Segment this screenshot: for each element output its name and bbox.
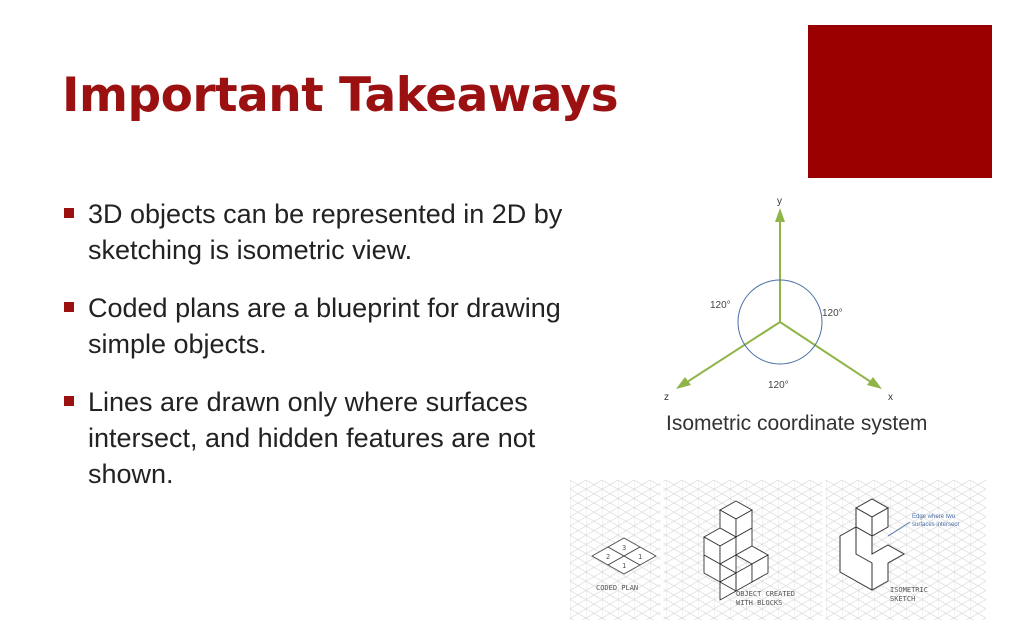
x-axis-line xyxy=(780,322,874,384)
bullet-marker-icon xyxy=(64,208,74,218)
bullet-text: Coded plans are a blueprint for drawing simple objects. xyxy=(88,293,561,359)
bullet-text: Lines are drawn only where surfaces intersect, and hidden features are not shown. xyxy=(88,387,536,489)
sketch-label-line2: SKETCH xyxy=(890,595,916,603)
coded-value: 1 xyxy=(622,562,627,570)
bullet-item xyxy=(62,290,592,362)
bullet-list xyxy=(62,196,592,514)
y-axis-label: y xyxy=(777,196,782,207)
bullet-item xyxy=(62,384,592,492)
z-axis-line xyxy=(684,322,780,384)
y-axis-arrow-icon xyxy=(775,208,785,222)
coded-plan-figure xyxy=(570,480,986,620)
edge-note-line2: surfaces intersect xyxy=(912,522,960,528)
isometric-caption: Isometric coordinate system xyxy=(666,412,928,435)
accent-block xyxy=(808,25,992,178)
isometric-axes-diagram xyxy=(650,192,910,410)
bullet-marker-icon xyxy=(64,396,74,406)
object-label-line2: WITH BLOCKS xyxy=(736,599,783,607)
x-axis-arrow-icon xyxy=(867,377,882,389)
bullet-item xyxy=(62,196,592,268)
angle-label-bottom: 120° xyxy=(768,380,789,391)
x-axis-label: x xyxy=(888,392,893,403)
angle-label-right: 120° xyxy=(822,308,843,319)
object-label-line1: OBJECT CREATED xyxy=(736,590,796,598)
z-axis-label: z xyxy=(664,392,669,403)
coded-plan-label: CODED PLAN xyxy=(596,584,639,592)
bullet-text: 3D objects can be represented in 2D by sketching is isometric view. xyxy=(88,199,563,265)
slide-title: Important Takeaways xyxy=(62,68,619,123)
coded-value: 1 xyxy=(638,553,643,561)
edge-note-line1: Edge where two xyxy=(912,514,956,520)
bullet-marker-icon xyxy=(64,302,74,312)
coded-value: 2 xyxy=(606,553,611,561)
sketch-label-line1: ISOMETRIC xyxy=(890,586,928,594)
z-axis-arrow-icon xyxy=(676,377,691,389)
angle-label-left: 120° xyxy=(710,300,731,311)
coded-value: 3 xyxy=(622,544,627,552)
